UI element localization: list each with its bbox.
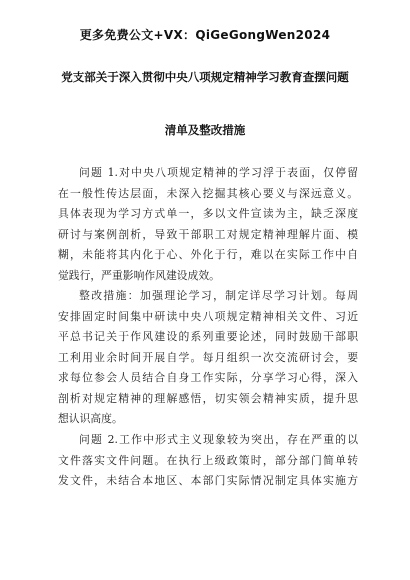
text-line: 求每位参会人员结合自身工作实际，分享学习心得，深入 [58, 371, 358, 384]
paragraph-problem-2 [58, 430, 358, 492]
text-line: 安排固定时间集中研读中央八项规定精神相关文件、习近 [58, 309, 358, 323]
text-line: 文件落实文件问题。在执行上级政策时，部分部门简单转 [58, 453, 358, 467]
promo-header: 更多免费公文+VX：QiGeGongWen2024 [79, 28, 331, 42]
text-line: 想认识高度。 [58, 412, 123, 425]
document-subtitle: 清单及整改措施 [164, 123, 246, 137]
text-line: 发文件，未结合本地区、本部门实际情况制定具体实施方 [58, 474, 358, 487]
text-line: 平总书记关于作风建设的系列重要论述，同时鼓励干部职 [58, 330, 358, 343]
text-line: 工利用业余时间开展自学。每月组织一次交流研讨会，要 [58, 350, 358, 364]
text-line: 研讨与案例剖析，导致干部职工对规定精神理解片面、模 [58, 227, 358, 241]
document-title: 党支部关于深入贯彻中央八项规定精神学习教育查摆问题 [61, 70, 349, 84]
text-line: 问题 1.对中央八项规定精神的学习浮于表面，仅停留 [79, 166, 358, 179]
text-line: 具体表现为学习方式单一，多以文件宣读为主，缺乏深度 [58, 207, 358, 220]
paragraph-problem-1 [58, 163, 358, 286]
text-line: 整改措施：加强理论学习，制定详尽学习计划。每周 [79, 289, 358, 302]
text-line: 糊，未能将其内化于心、外化于行，难以在实际工作中自 [58, 248, 358, 261]
text-line: 剖析对规定精神的理解感悟，切实领会精神实质，提升思 [58, 391, 358, 405]
paragraph-measures-1 [58, 286, 358, 430]
text-line: 在一般性传达层面，未深入挖掘其核心要义与深远意义。 [58, 186, 358, 200]
text-line: 觉践行，严重影响作风建设成效。 [58, 268, 220, 282]
text-line: 问题 2.工作中形式主义现象较为突出，存在严重的以 [79, 433, 358, 446]
